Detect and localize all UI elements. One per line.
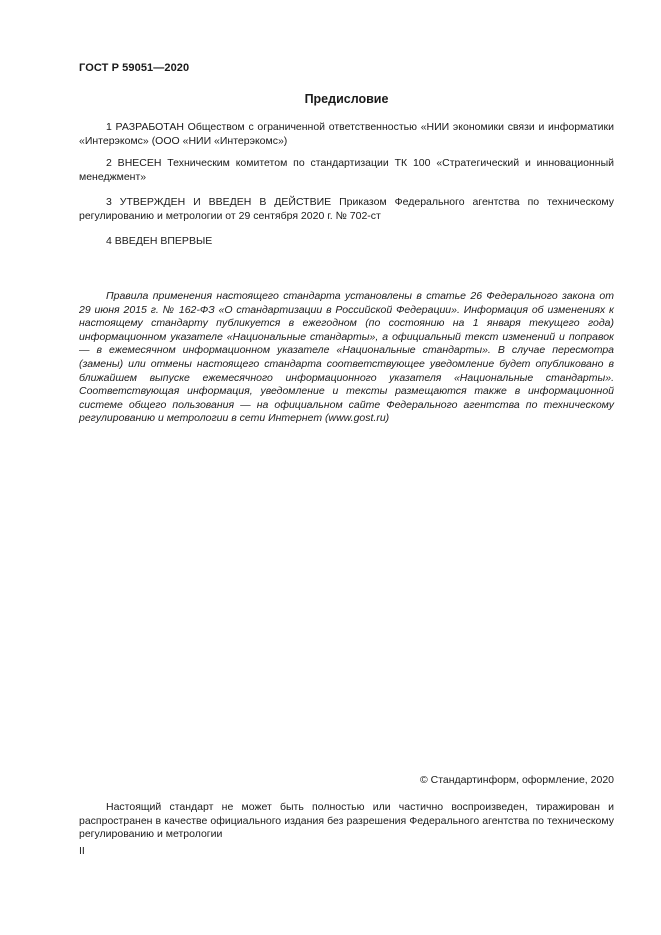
preface-item-introduced: 4 ВВЕДЕН ВПЕРВЫЕ xyxy=(106,235,213,247)
preface-item-submitted: 2 ВНЕСЕН Техническим комитетом по стандартизации ТК 100 «Стратегический и инновационный менеджмент» xyxy=(79,157,614,183)
section-title: Предисловие xyxy=(304,92,389,106)
preface-item-approved: 3 УТВЕРЖДЕН И ВВЕДЕН В ДЕЙСТВИЕ Приказом Федерального агентства по техническому регулированию и метрологии от 29 сентября 2020 г. № 702-ст xyxy=(79,196,614,222)
application-rules-notice: Правила применения настоящего стандарта установлены в статье 26 Федерального закона от 29 июня 2015 г. № 162-ФЗ «О стандартизации в Российской Федерации». Информация об изменениях к настоящему стандарту публикуется в ежегодном (по состоянию на 1 января текущего года) информационном указателе «Национальные стандарты», а официальный текст изменений и поправок — в ежемесячном информационном указателе «Национальные стандарты». В случае пересмотра (замены) или отмены настоящего стандарта соответствующее уведомление будет опубликовано в ближайшем выпуске ежемесячного информационного указателя «Национальные стандарты». Соответствующая информация, уведомление и тексты размещаются также в информационной системе общего пользования — на официальном сайте Федерального агентства по техническому регулированию и метрологии в сети Интернет (www.gost.ru) xyxy=(79,290,614,425)
preface-item-developed: 1 РАЗРАБОТАН Обществом с ограниченной ответственностью «НИИ экономики связи и информатики «Интерэкомс» (ООО «НИИ «Интерэкомс») xyxy=(79,121,614,147)
page-number: II xyxy=(79,845,85,857)
document-code: ГОСТ Р 59051—2020 xyxy=(79,62,190,74)
copyright-line: © Стандартинформ, оформление, 2020 xyxy=(419,774,614,786)
reproduction-notice: Настоящий стандарт не может быть полностью или частично воспроизведен, тиражирован и распространен в качестве официального издания без разрешения Федерального агентства по техническому регулированию и метрологии xyxy=(79,801,614,840)
